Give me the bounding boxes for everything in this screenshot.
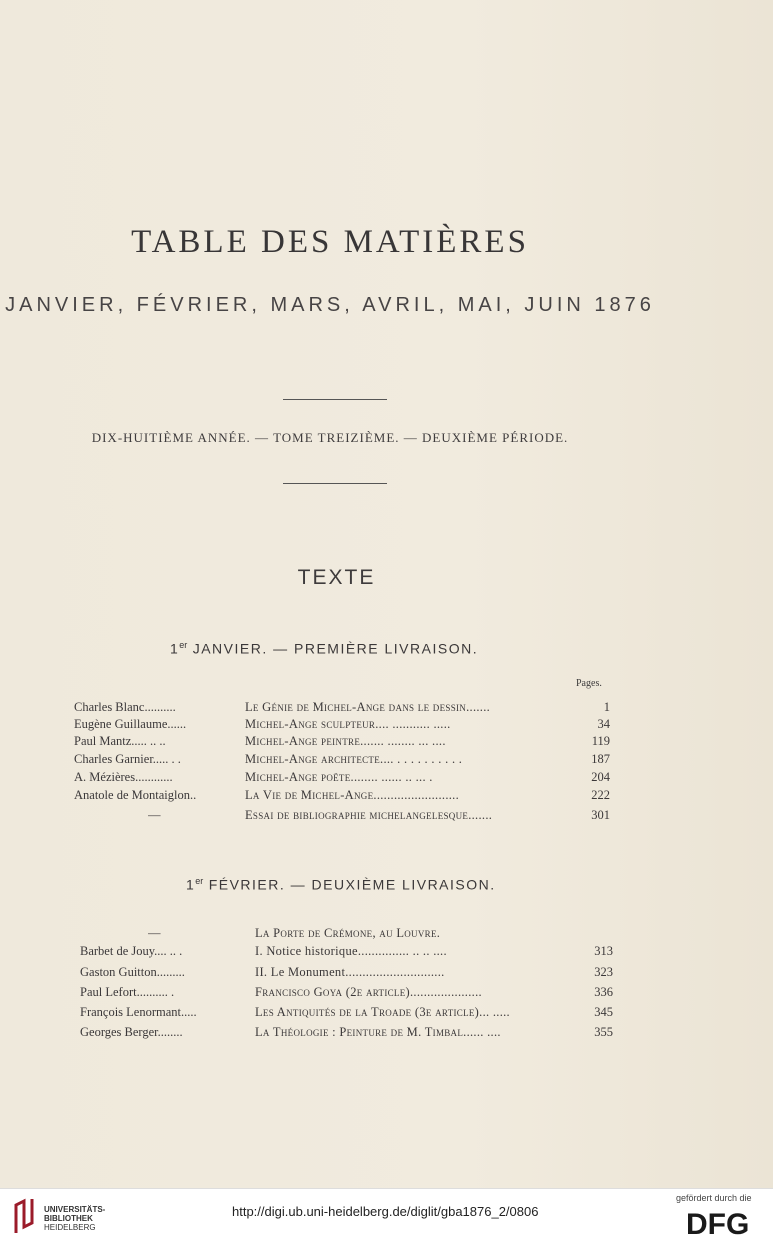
entry-author: Paul Mantz..... .. ..	[74, 734, 166, 748]
viewer-footer	[0, 1188, 773, 1246]
period-line: DIX-HUITIÈME ANNÉE. — TOME TREIZIÈME. — DEUXIÈME PÉRIODE.	[91, 430, 569, 445]
entry-author: —	[148, 926, 161, 940]
entry-page: 345	[594, 1005, 613, 1019]
logo-line-3: HEIDELBERG	[44, 1223, 96, 1232]
entry-author: Gaston Guitton.........	[80, 965, 185, 979]
list-item	[0, 1025, 773, 1043]
entry-page: 1	[603, 700, 610, 714]
entry-title: Michel-Ange sculpteur.... ........... .....	[245, 717, 451, 731]
entry-page: 204	[591, 770, 610, 784]
list-item	[0, 926, 773, 944]
list-item	[0, 1005, 773, 1023]
livraison-heading-text: JANVIER. — PREMIÈRE LIVRAISON.	[187, 640, 479, 657]
entry-title: Michel-Ange architecte.... . . . . . . . . . .	[245, 752, 463, 766]
entry-author: Anatole de Montaiglon..	[74, 788, 197, 802]
entry-author: François Lenormant.....	[80, 1005, 197, 1019]
entry-page: 222	[591, 788, 610, 802]
logo-stroke	[16, 1199, 32, 1233]
library-logo-icon	[12, 1197, 38, 1237]
entry-title: Michel-Ange poëte........ ...... .. ... .	[245, 770, 433, 784]
livraison-heading-text: FÉVRIER. — DEUXIÈME LIVRAISON.	[203, 876, 496, 893]
entry-author: Paul Lefort.......... .	[80, 985, 175, 999]
entry-page: 119	[591, 734, 610, 748]
entry-author: —	[148, 808, 161, 822]
livraison-ordinal-sup: er	[179, 640, 188, 650]
entry-author: Eugène Guillaume......	[74, 717, 187, 731]
entry-title: Le Génie de Michel-Ange dans le dessin.......	[245, 700, 491, 714]
pages-label: Pages.	[576, 678, 602, 689]
entry-title: I. Notice historique............... .. .. ....	[255, 944, 447, 958]
list-item	[0, 770, 773, 788]
logo-line-2: BIBLIOTHEK	[44, 1214, 93, 1223]
sponsor-note: gefördert durch die	[676, 1193, 752, 1203]
divider-bottom	[283, 483, 387, 484]
livraison-ordinal: 1	[186, 876, 196, 893]
entry-author: A. Mézières............	[74, 770, 173, 784]
entry-title: Michel-Ange peintre....... ........ ... ....	[245, 734, 446, 748]
livraison-ordinal: 1	[170, 640, 180, 657]
entry-page: 336	[594, 985, 613, 999]
list-item	[0, 734, 773, 752]
entry-title: Francisco Goya (2e article).....................	[255, 985, 482, 999]
page-title: TABLE DES MATIÈRES	[131, 224, 529, 260]
entry-author: Charles Blanc..........	[74, 700, 176, 714]
entry-page: 323	[594, 965, 613, 979]
entry-author: Barbet de Jouy.... .. .	[80, 944, 183, 958]
list-item	[0, 752, 773, 770]
livraison-heading-2	[186, 876, 496, 893]
list-item	[0, 717, 773, 735]
entry-page: 313	[594, 944, 613, 958]
list-item	[0, 944, 773, 962]
list-item	[0, 700, 773, 718]
permalink-url[interactable]: http://digi.ub.uni-heidelberg.de/diglit/gba1876_2/0806	[232, 1204, 539, 1219]
entry-page: 34	[597, 717, 610, 731]
list-item	[0, 985, 773, 1003]
entry-title: La Vie de Michel-Ange.........................	[245, 788, 460, 802]
entry-title: II. Le Monument.............................	[255, 965, 445, 979]
livraison-ordinal-sup: er	[195, 876, 204, 886]
section-heading: TEXTE	[297, 566, 376, 589]
entry-title: La Théologie : Peinture de M. Timbal...... ....	[255, 1025, 501, 1039]
entry-author: Charles Garnier..... . .	[74, 752, 181, 766]
livraison-heading-1	[170, 640, 478, 657]
entry-page: 355	[594, 1025, 613, 1039]
list-item	[0, 808, 773, 826]
entry-author: Georges Berger........	[80, 1025, 183, 1039]
entry-page: 187	[591, 752, 610, 766]
entry-title: Les Antiquités de la Troade (3e article)... .....	[255, 1005, 510, 1019]
list-item	[0, 965, 773, 983]
logo-line-1: UNIVERSITÄTS-	[44, 1205, 106, 1214]
entry-title: Essai de bibliographie michelangelesque.......	[245, 808, 493, 822]
page-subtitle: JANVIER, FÉVRIER, MARS, AVRIL, MAI, JUIN 1876	[5, 294, 655, 316]
divider-top	[283, 399, 387, 400]
list-item	[0, 788, 773, 806]
library-logo-text	[44, 1205, 105, 1232]
dfg-logo-icon	[686, 1207, 764, 1239]
dfg-logo-text: DFG	[686, 1208, 750, 1239]
entry-page: 301	[591, 808, 610, 822]
entry-title: La Porte de Crémone, au Louvre.	[255, 926, 441, 940]
